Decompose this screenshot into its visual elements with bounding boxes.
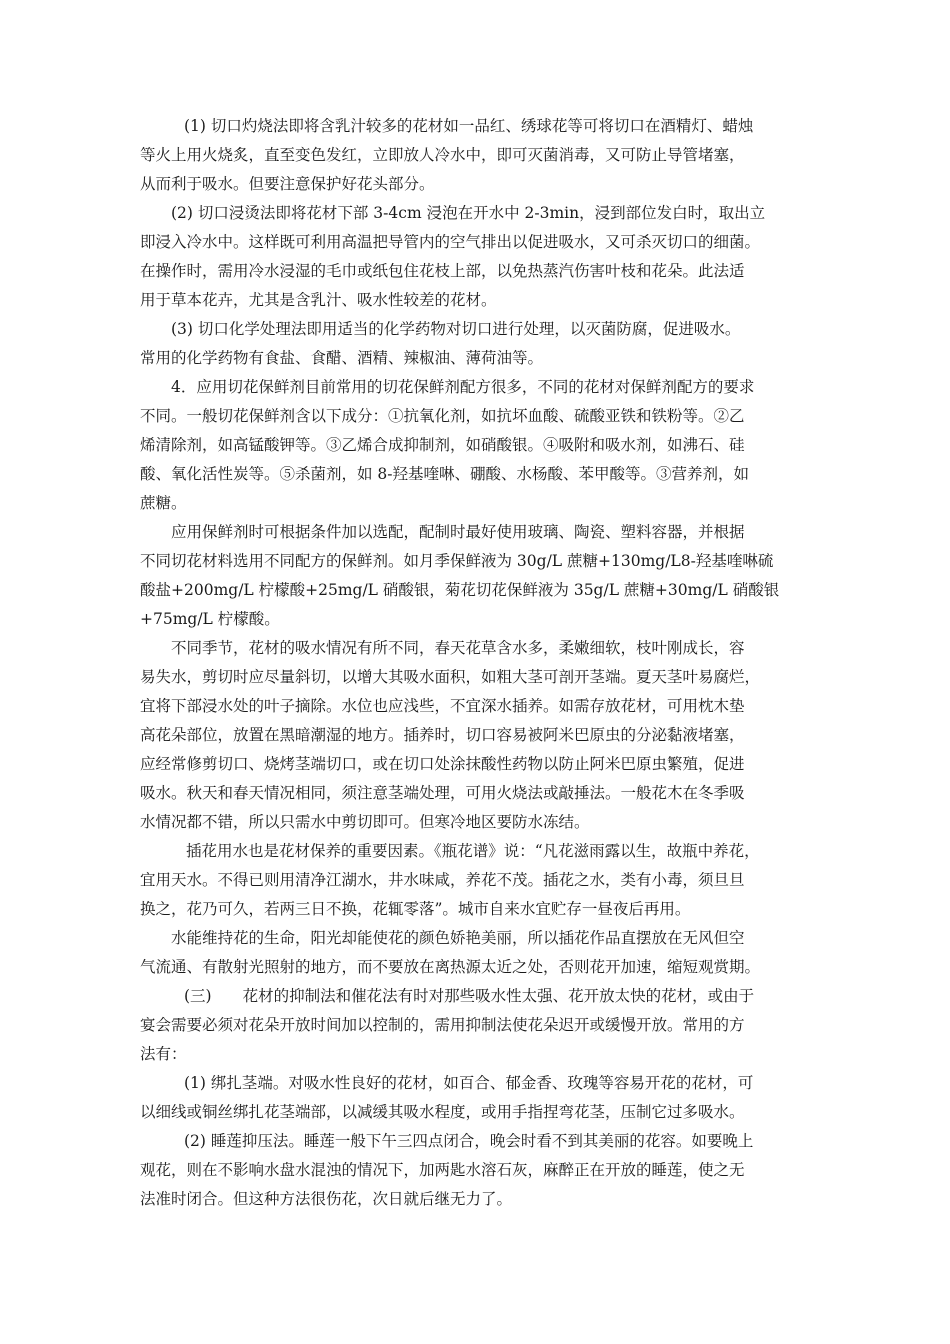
text-line: 法有：	[140, 1045, 187, 1063]
text-line: 等火上用火烧炙，直至变色发红，立即放人冷水中，即可灭菌消毒，又可防止导管堵塞，	[140, 146, 745, 164]
text-line: (1) 绑扎茎端。对吸水性良好的花材，如百合、郁金香、玫瑰等容易开花的花材，可	[184, 1074, 754, 1092]
text-line: 宜用天水。不得已则用清净江湖水，井水味咸，养花不茂。插花之水，类有小毒，须旦旦	[140, 871, 745, 889]
text-line: 以细线或铜丝绑扎花茎端部，以减缓其吸水程度，或用手指捏弯花茎，压制它过多吸水。	[140, 1103, 745, 1121]
text-line: 常用的化学药物有食盐、食醋、酒精、辣椒油、薄荷油等。	[140, 349, 544, 367]
text-line: 不同。一般切花保鲜剂含以下成分：①抗氧化剂，如抗坏血酸、硫酸亚铁和铁粉等。②乙	[140, 407, 745, 425]
text-line: 高花朵部位，放置在黑暗潮湿的地方。插养时，切口容易被阿米巴原虫的分泌黏液堵塞，	[140, 726, 745, 744]
text-line: 宜将下部浸水处的叶子摘除。水位也应浅些，不宜深水插养。如需存放花材，可用枕木垫	[140, 697, 745, 715]
text-line: 从而利于吸水。但要注意保护好花头部分。	[140, 175, 435, 193]
text-line: 蔗糖。	[140, 494, 187, 512]
text-line: (1) 切口灼烧法即将含乳汁较多的花材如一品红、绣球花等可将切口在酒精灯、蜡烛	[184, 117, 754, 135]
text-line: (3) 切口化学处理法即用适当的化学药物对切口进行处理，以灭菌防腐，促进吸水。	[171, 320, 741, 338]
text-line: 插花用水也是花材保养的重要因素。《瓶花谱》说：“凡花滋雨露以生，故瓶中养花，	[186, 842, 760, 860]
text-line: 应用保鲜剂时可根据条件加以选配，配制时最好使用玻璃、陶瓷、塑料容器，并根据	[171, 523, 745, 541]
text-line: 换之，花乃可久，若两三日不换，花辄零落”。城市自来水宜贮存一昼夜后再用。	[140, 900, 691, 918]
document-body	[140, 112, 830, 1214]
text-line: 不同季节，花材的吸水情况有所不同，春天花草含水多，柔嫩细软，枝叶刚成长，容	[171, 639, 745, 657]
text-line: (2) 切口浸烫法即将花材下部 3-4cm 浸泡在开水中 2-3min，浸到部位发白时，取出立	[171, 204, 766, 222]
text-line: 水情况都不错，所以只需水中剪切即可。但寒冷地区要防水冻结。	[140, 813, 590, 831]
text-line: 观花，则在不影响水盘水混浊的情况下，加两匙水溶石灰，麻醉正在开放的睡莲，使之无	[140, 1161, 745, 1179]
text-line: 即浸入冷水中。这样既可利用高温把导管内的空气排出以促进吸水，又可杀灭切口的细菌。	[140, 233, 761, 251]
text-line: 酸盐+200mg/L 柠檬酸+25mg/L 硝酸银，菊花切花保鲜液为 35g/L 蔗糖+30mg/L 硝酸银	[140, 581, 780, 599]
text-line: (2) 睡莲抑压法。睡莲一般下午三四点闭合，晚会时看不到其美丽的花容。如要晚上	[184, 1132, 754, 1150]
text-line: 水能维持花的生命，阳光却能使花的颜色娇艳美丽，所以插花作品直摆放在无风但空	[171, 929, 745, 947]
text-line: 吸水。秋天和春天情况相同，须注意茎端处理，可用火烧法或敲捶法。一般花木在冬季吸	[140, 784, 745, 802]
text-line: +75mg/L 柠檬酸。	[140, 610, 280, 628]
text-line: 4．应用切花保鲜剂目前常用的切花保鲜剂配方很多，不同的花材对保鲜剂配方的要求	[171, 378, 755, 396]
text-line: 气流通、有散射光照射的地方，而不要放在离热源太近之处，否则花开加速，缩短观赏期。	[140, 958, 761, 976]
text-line: 法准时闭合。但这种方法很伤花，次日就后继无力了。	[140, 1190, 513, 1208]
text-line: 烯清除剂，如高锰酸钾等。③乙烯合成抑制剂，如硝酸银。④吸附和吸水剂，如沸石、硅	[140, 436, 745, 454]
text-line: 宴会需要必须对花朵开放时间加以控制的，需用抑制法使花朵迟开或缓慢开放。常用的方	[140, 1016, 745, 1034]
text-line: 易失水，剪切时应尽量斜切，以增大其吸水面积，如粗大茎可剖开茎端。夏天茎叶易腐烂，	[140, 668, 761, 686]
text-line: 用于草本花卉，尤其是含乳汁、吸水性较差的花材。	[140, 291, 497, 309]
text-line: 在操作时，需用冷水浸湿的毛巾或纸包住花枝上部，以免热蒸汽伤害叶枝和花朵。此法适	[140, 262, 745, 280]
text-line: 酸、氧化活性炭等。⑤杀菌剂，如 8-羟基喹啉、硼酸、水杨酸、苯甲酸等。③营养剂，如	[140, 465, 750, 483]
text-line: 应经常修剪切口、烧烤茎端切口，或在切口处涂抹酸性药物以防止阿米巴原虫繁殖，促进	[140, 755, 745, 773]
text-line: 不同切花材料选用不同配方的保鲜剂。如月季保鲜液为 30g/L 蔗糖+130mg/L8-羟基喹啉硫	[140, 552, 774, 570]
text-line: (三) 花材的抑制法和催花法有时对那些吸水性太强、花开放太快的花材，或由于	[184, 987, 755, 1005]
